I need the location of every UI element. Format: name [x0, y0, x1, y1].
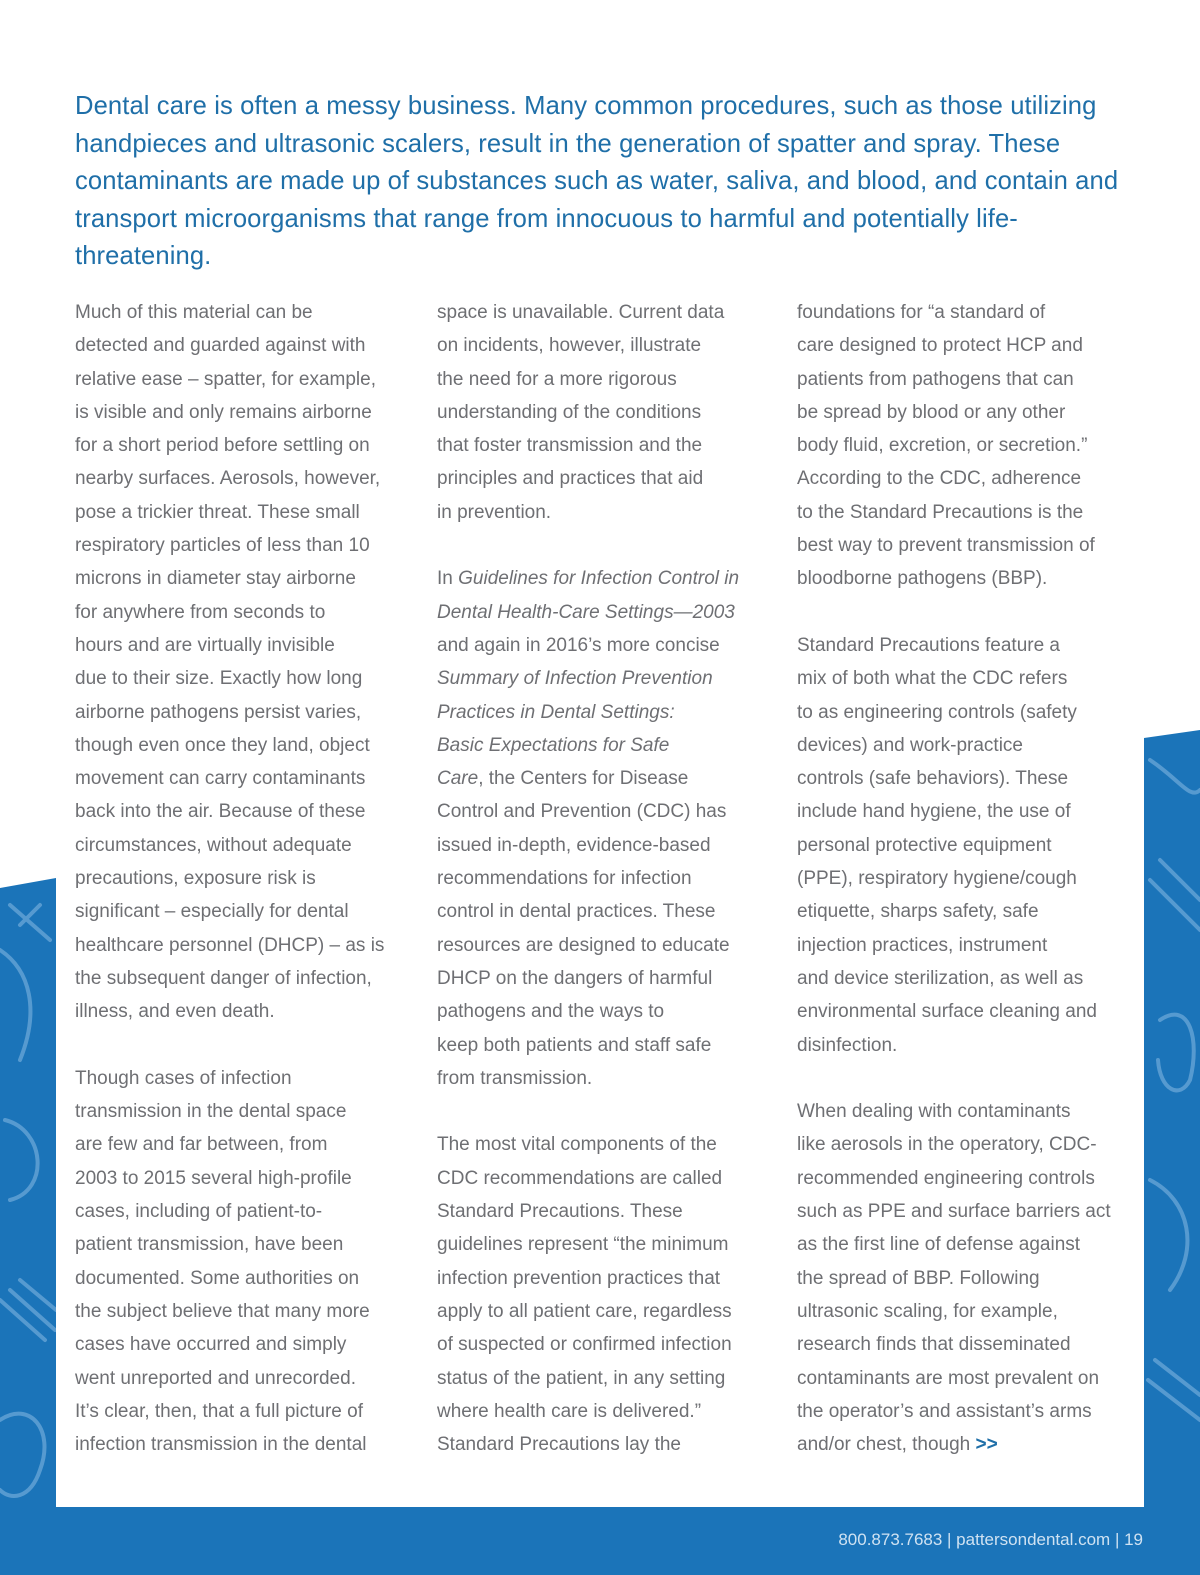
body-paragraph: Much of this material can be detected and guarded against with relative ease – spatter, for example, is visible and only remains airborne for a short period before settling on nearby surfaces. Aerosols, however, pose a trickier threat. These small respiratory particles of less than 10 microns in diameter stay airborne for anywhere from seconds to hours and are virtually invisible due to their size. Exactly how long airborne pathogens persist varies, though even once they land, object movement can carry contaminants back into the air. Because of these circumstances, without adequate precautions, exposure risk is significant – especially for dental healthcare personnel (DHCP) – as is the subsequent danger of infection, illness, and even death. [75, 302, 385, 1023]
body-paragraph [797, 1095, 1127, 1461]
footer-contact: 800.873.7683 | pattersondental.com | 19 [838, 1530, 1143, 1549]
text-run: In [437, 568, 459, 590]
column-2 [437, 296, 767, 1461]
intro-paragraph: Dental care is often a messy business. Many common procedures, such as those utilizing handpieces and ultrasonic scalers, result in the generation of spatter and spray. These contaminants are made up of substances such as water, saliva, and blood, and contain and transport microorganisms that range from innocuous to harmful and potentially life-threatening. [75, 92, 1119, 270]
footer-bar [0, 1507, 1200, 1575]
body-paragraph [437, 562, 767, 1095]
body-paragraph: Though cases of infection transmission in the dental space are few and far between, from 2003 to 2015 several high-profile cases, including of patient-to- patient transmission, have been documented. Some authorities on the subject believe that many more cases have occurred and simply went unreported and unrecorded. It’s clear, then, that a full picture of infection transmission in the dental [75, 1067, 370, 1456]
right-blue-band [1144, 730, 1200, 1575]
citation-title: Guidelines for Infection Control in Dental Health-Care Settings—2003 [437, 568, 740, 623]
body-paragraph: foundations for “a standard of care designed to protect HCP and patients from pathogens that can be spread by blood or any other body fluid, excretion, or secretion.” According to the CDC, adherence to the Standard Precautions is the best way to prevent transmission of bloodborne pathogens (BBP). [797, 302, 1095, 590]
text-run: , the Centers for Disease Control and Prevention (CDC) has issued in-depth, evidence-based recommendations for infection control in dental practices. These resources are designed to educate DHCP on the dangers of harmful pathogens and the ways to keep both patients and staff safe from transmission. [437, 768, 730, 1089]
body-paragraph: Standard Precautions feature a mix of both what the CDC refers to as engineering controls (safety devices) and work-practice controls (safe behaviors). These include hand hygiene, the use of personal protective equipment (PPE), respiratory hygiene/cough etiquette, sharps safety, safe injection practices, instrument and device sterilization, as well as environmental surface cleaning and disinfection. [797, 634, 1097, 1056]
body-paragraph: The most vital components of the CDC recommendations are called Standard Precautions. These guidelines represent “the minimum infection prevention practices that apply to all patient care, regardless of suspected or confirmed infection status of the patient, in any setting where health care is delivered.” Standard Precautions lay the [437, 1134, 732, 1456]
continue-arrow-link[interactable]: >> [975, 1434, 998, 1456]
citation-title: Summary of Infection Prevention Practices in Dental Settings: Basic Expectations for Safe Care [437, 668, 713, 790]
column-1 [75, 296, 405, 1461]
text-run: and again in 2016’s more concise [437, 634, 720, 656]
body-paragraph: space is unavailable. Current data on incidents, however, illustrate the need for a more rigorous understanding of the conditions that foster transmission and the principles and practices that aid in prevention. [437, 302, 725, 523]
text-run: When dealing with contaminants like aerosols in the operatory, CDC- recommended engineering controls such as PPE and surface barriers act as the first line of defense against the spread of BBP. Following ultrasonic scaling, for example, research finds that disseminated contaminants are most prevalent on the operator’s and assistant’s arms and/or chest, though [797, 1101, 1111, 1456]
column-3 [797, 296, 1127, 1461]
left-blue-band [0, 878, 56, 1575]
